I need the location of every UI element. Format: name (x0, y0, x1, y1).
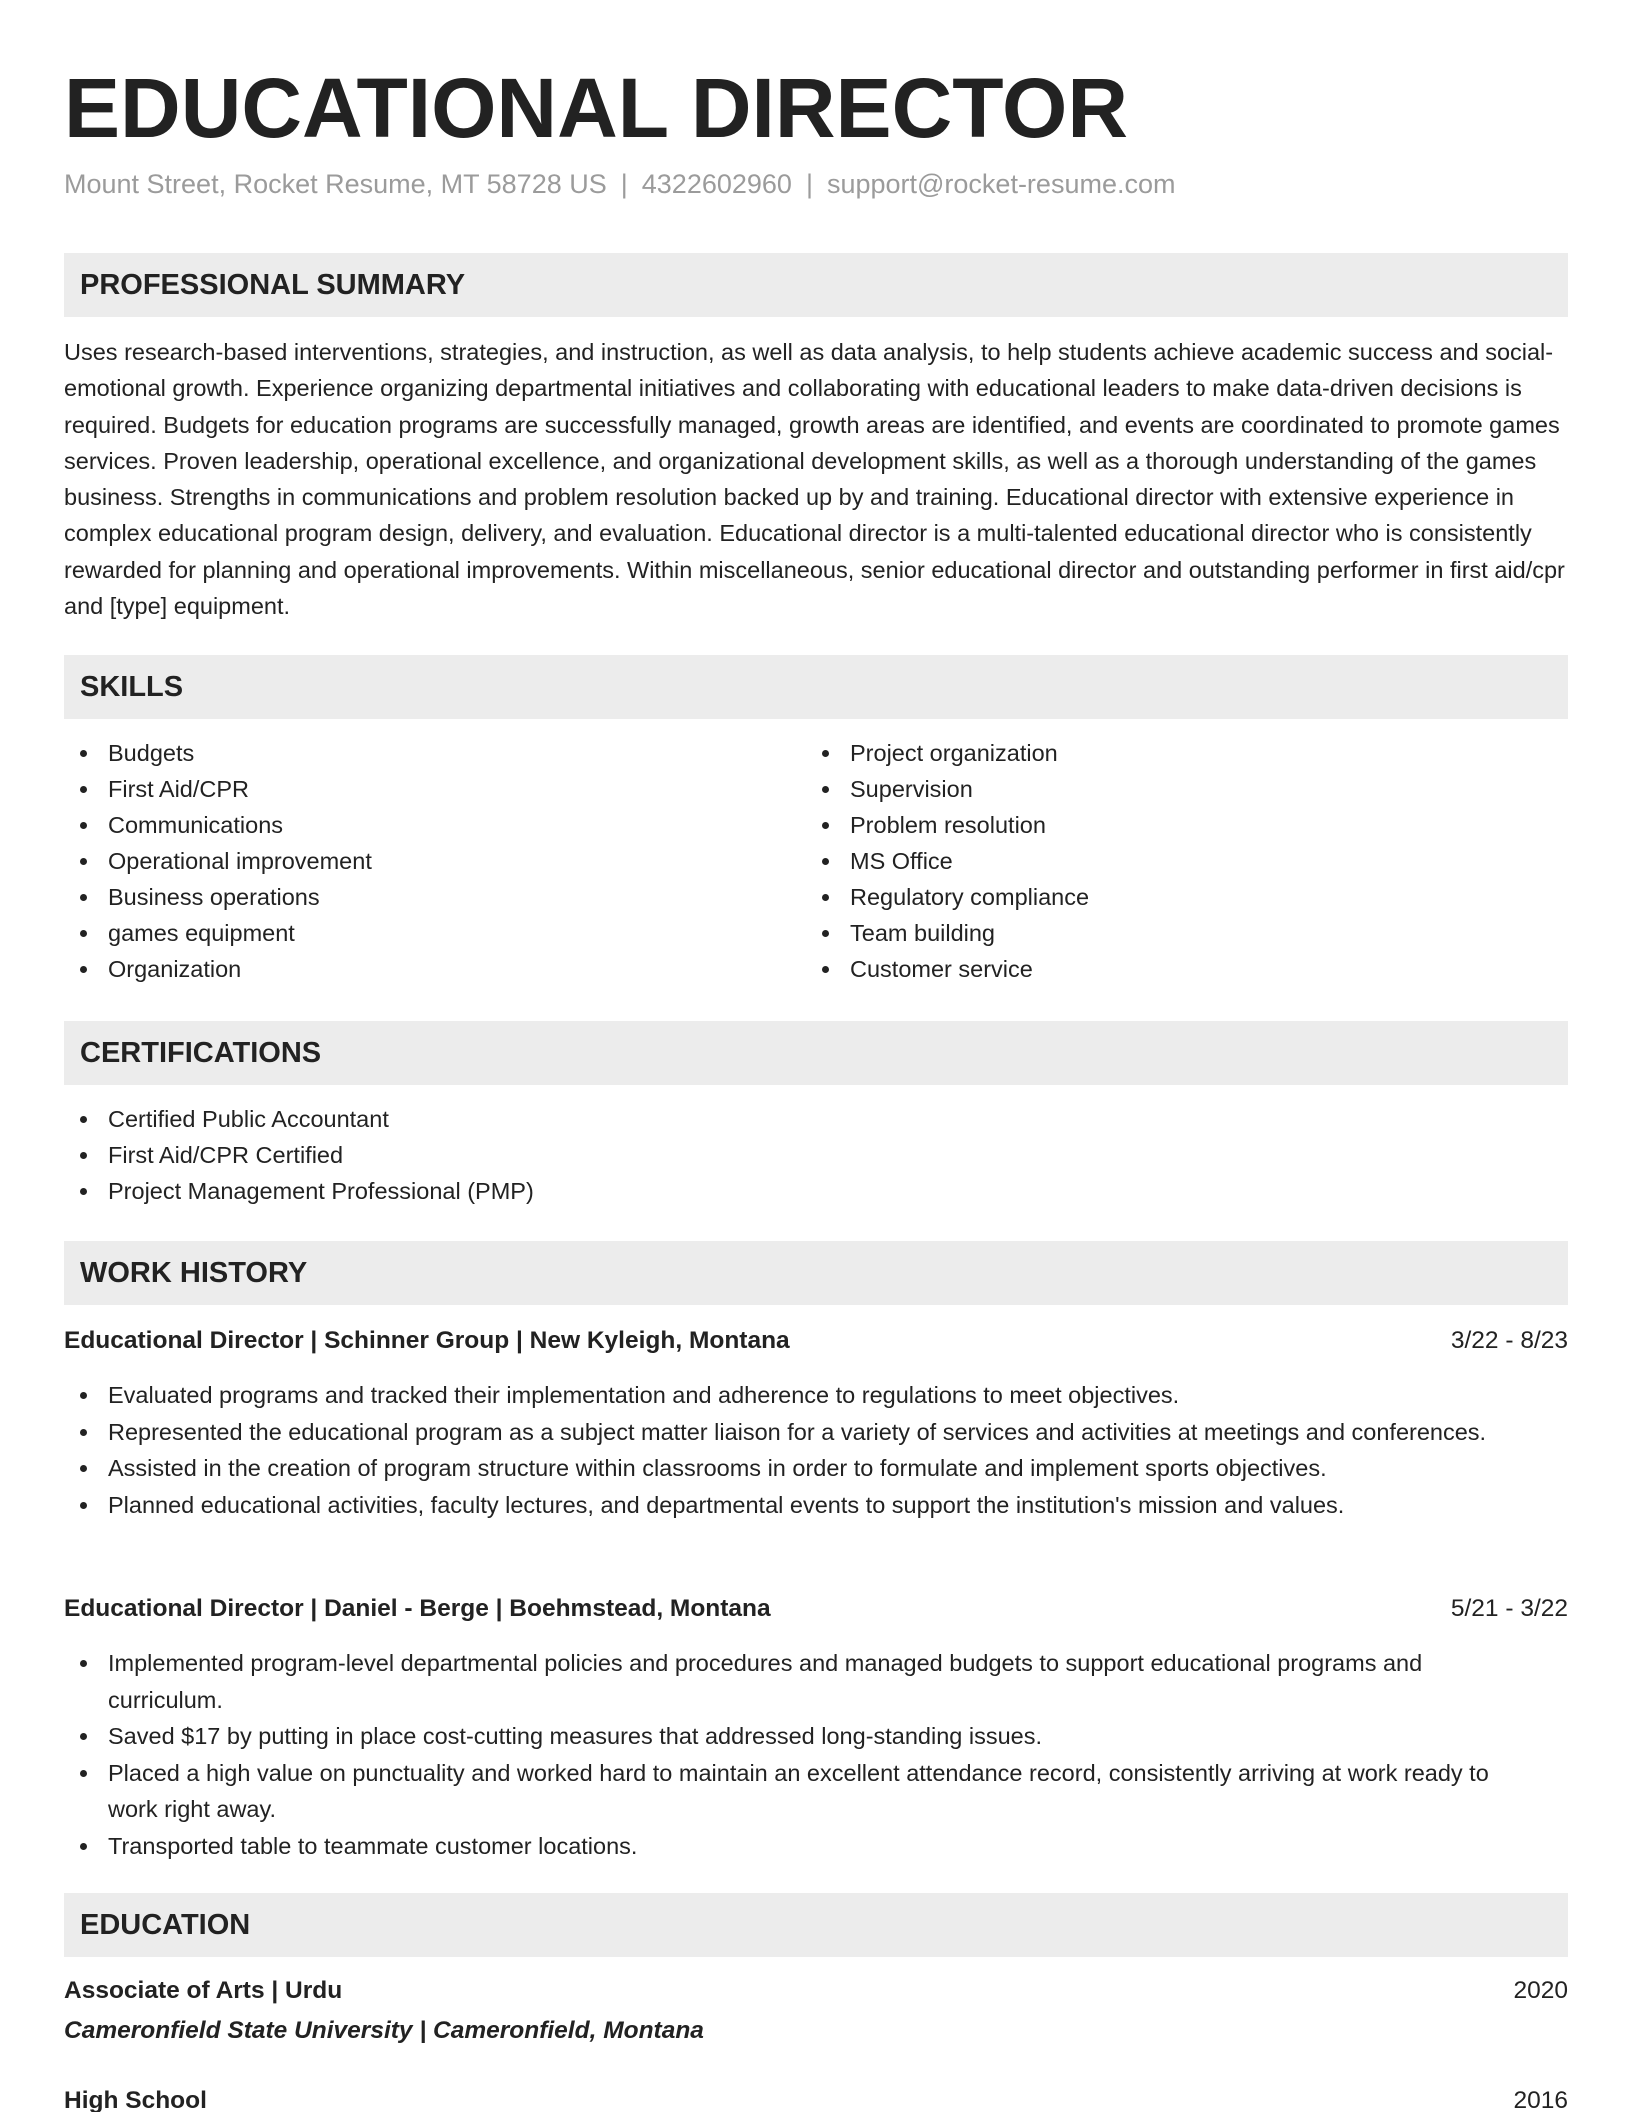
contact-address: Mount Street, Rocket Resume, MT 58728 US (64, 169, 607, 199)
skill-item: Business operations (64, 879, 804, 915)
job-entry (64, 1591, 1568, 1864)
job-entry (64, 1323, 1568, 1523)
skill-item: Operational improvement (64, 843, 804, 879)
skill-item: Project organization (806, 735, 1546, 771)
certification-item: Project Management Professional (PMP) (64, 1173, 534, 1209)
job-dates: 5/21 - 3/22 (1450, 1595, 1568, 1622)
section-header-education: EDUCATION (64, 1893, 1568, 1957)
certification-item: Certified Public Accountant (64, 1101, 534, 1137)
job-bullet: Saved $17 by putting in place cost-cutting measures that addressed long-standing issues. (64, 1718, 1568, 1755)
skill-item: Organization (64, 951, 804, 987)
skill-item: First Aid/CPR (64, 771, 804, 807)
job-bullets (64, 1377, 1568, 1523)
skill-item: MS Office (806, 843, 1546, 879)
education-entry (64, 1973, 1568, 2049)
section-header-certifications: CERTIFICATIONS (64, 1021, 1568, 1085)
contact-email: support@rocket-resume.com (826, 169, 1176, 199)
skill-item: games equipment (64, 915, 804, 951)
certifications-list (64, 1101, 534, 1209)
education-entry (64, 2083, 1568, 2112)
section-header-skills: SKILLS (64, 655, 1568, 719)
section-header-summary: PROFESSIONAL SUMMARY (64, 253, 1568, 317)
contact-separator: | (805, 169, 813, 199)
job-title: Educational Director | Daniel - Berge | Boehmstead, Montana (64, 1595, 771, 1622)
skill-item: Supervision (806, 771, 1546, 807)
job-bullet: Assisted in the creation of program structure within classrooms in order to formulate and implement sports objectives. (64, 1450, 1568, 1487)
skill-item: Communications (64, 807, 804, 843)
job-bullet: Planned educational activities, faculty lectures, and departmental events to support the institution's mission and values. (64, 1487, 1568, 1524)
education-year: 2016 (1513, 2087, 1568, 2112)
contact-phone: 4322602960 (641, 169, 792, 199)
skill-item: Team building (806, 915, 1546, 951)
education-degree: High School (64, 2087, 207, 2112)
education-degree: Associate of Arts | Urdu (64, 1977, 343, 2004)
section-header-work-history: WORK HISTORY (64, 1241, 1568, 1305)
contact-separator: | (620, 169, 628, 199)
summary-text: Uses research-based interventions, strategies, and instruction, as well as data analysis, to help students achieve academic success and social-emotional growth. Experience organizing departmental initiatives and collaborating with educational leaders to make data-driven decisions is required. Budgets for education programs are successfully managed, growth areas are identified, and events are coordinated to promote games services. Proven leadership, operational excellence, and organizational development skills, as well as a thorough understanding of the games business. Strengths in communications and problem resolution backed up by and training. Educational director with extensive experience in complex educational program design, delivery, and evaluation. Educational director is a multi-talented educational director who is consistently rewarded for planning and operational improvements. Within miscellaneous, senior educational director and outstanding performer in first aid/cpr and [type] equipment. (64, 339, 1565, 620)
skills-list-right (806, 735, 1546, 987)
job-bullet: Evaluated programs and tracked their implementation and adherence to regulations to meet objectives. (64, 1377, 1568, 1414)
education-school: Cameronfield State University | Cameronfield, Montana (64, 2017, 704, 2044)
contact-line (64, 166, 1175, 202)
job-title: Educational Director | Schinner Group | New Kyleigh, Montana (64, 1327, 790, 1354)
job-bullet: Represented the educational program as a subject matter liaison for a variety of services and activities at meetings and conferences. (64, 1414, 1568, 1451)
job-dates: 3/22 - 8/23 (1450, 1327, 1568, 1354)
education-heading-row (64, 2083, 1568, 2112)
job-bullet: Transported table to teammate customer locations. (64, 1828, 1568, 1865)
education-year: 2020 (1513, 1977, 1568, 2004)
resume-name: EDUCATIONAL DIRECTOR (64, 61, 1129, 155)
job-heading-row (64, 1323, 1568, 1359)
job-bullet: Implemented program-level departmental policies and procedures and managed budgets to support educational programs and curriculum. (64, 1645, 1568, 1718)
skill-item: Customer service (806, 951, 1546, 987)
skills-list-left (64, 735, 804, 987)
skill-item: Regulatory compliance (806, 879, 1546, 915)
job-bullets (64, 1645, 1568, 1864)
job-heading-row (64, 1591, 1568, 1627)
certification-item: First Aid/CPR Certified (64, 1137, 534, 1173)
education-heading-row (64, 1973, 1568, 2009)
skill-item: Problem resolution (806, 807, 1546, 843)
job-bullet: Placed a high value on punctuality and worked hard to maintain an excellent attendance record, consistently arriving at work ready to work right away. (64, 1755, 1568, 1828)
skill-item: Budgets (64, 735, 804, 771)
